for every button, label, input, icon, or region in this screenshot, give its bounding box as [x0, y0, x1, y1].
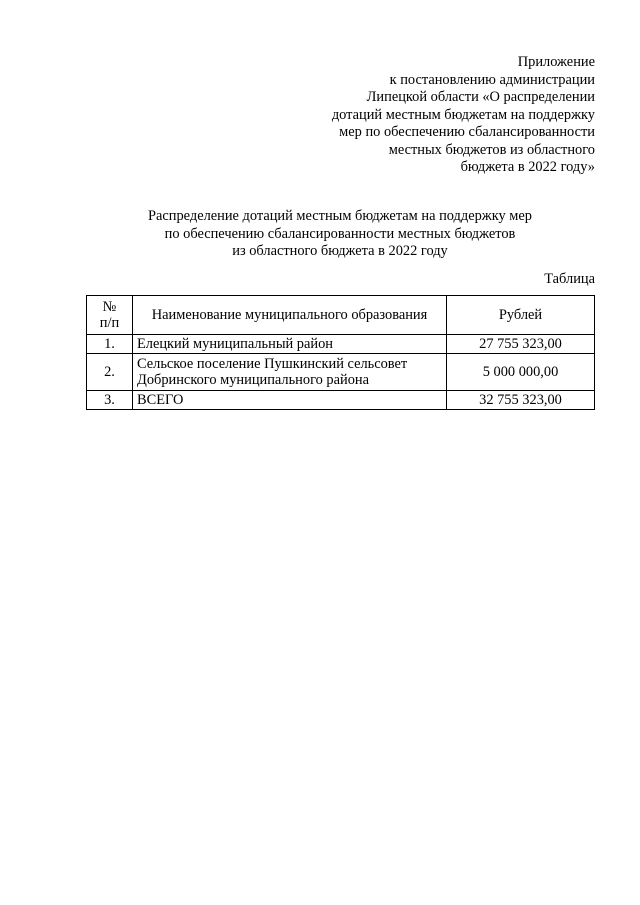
- appendix-line: бюджета в 2022 году»: [460, 159, 595, 175]
- table-row-total: [87, 391, 595, 410]
- header-amount: Рублей: [447, 296, 595, 335]
- header-number: [87, 296, 133, 335]
- heading-line: по обеспечению сбалансированности местных бюджетов: [164, 225, 516, 242]
- grant-distribution-table: [86, 295, 595, 410]
- row-municipality: [133, 354, 447, 391]
- table-label: Таблица: [544, 271, 595, 287]
- heading-line: Распределение дотаций местным бюджетам на поддержку мер: [148, 208, 532, 224]
- document-heading: [85, 208, 595, 261]
- row-municipality: [133, 391, 447, 410]
- appendix-line: Приложение: [517, 54, 595, 70]
- appendix-line: Липецкой области «О распределении: [366, 89, 595, 105]
- row-number: 1.: [87, 335, 133, 354]
- row-municipality: [133, 335, 447, 354]
- table-header-row: [87, 296, 595, 335]
- row-municipality-line: Сельское поселение Пушкинский сельсовет: [137, 355, 408, 372]
- appendix-block: [275, 54, 595, 177]
- appendix-line: дотаций местным бюджетам на поддержку: [331, 106, 595, 123]
- heading-line: из областного бюджета в 2022 году: [232, 243, 448, 259]
- appendix-line: к постановлению администрации: [389, 71, 595, 88]
- row-amount: 27 755 323,00: [447, 335, 595, 354]
- row-number: 3.: [87, 391, 133, 410]
- row-amount: 5 000 000,00: [447, 354, 595, 391]
- row-municipality-line: Елецкий муниципальный район: [137, 335, 333, 352]
- header-number-abbr: п/п: [99, 315, 120, 331]
- appendix-line: мер по обеспечению сбалансированности: [339, 124, 595, 140]
- row-municipality-line: ВСЕГО: [137, 391, 184, 408]
- header-municipality: Наименование муниципального образования: [133, 296, 447, 335]
- row-municipality-line: Добринского муниципального района: [137, 372, 369, 388]
- appendix-line: местных бюджетов из областного: [388, 141, 595, 158]
- row-number: 2.: [87, 354, 133, 391]
- row-amount: 32 755 323,00: [447, 391, 595, 410]
- table-row: [87, 354, 595, 391]
- header-number-symbol: №: [102, 298, 117, 315]
- table-row: [87, 335, 595, 354]
